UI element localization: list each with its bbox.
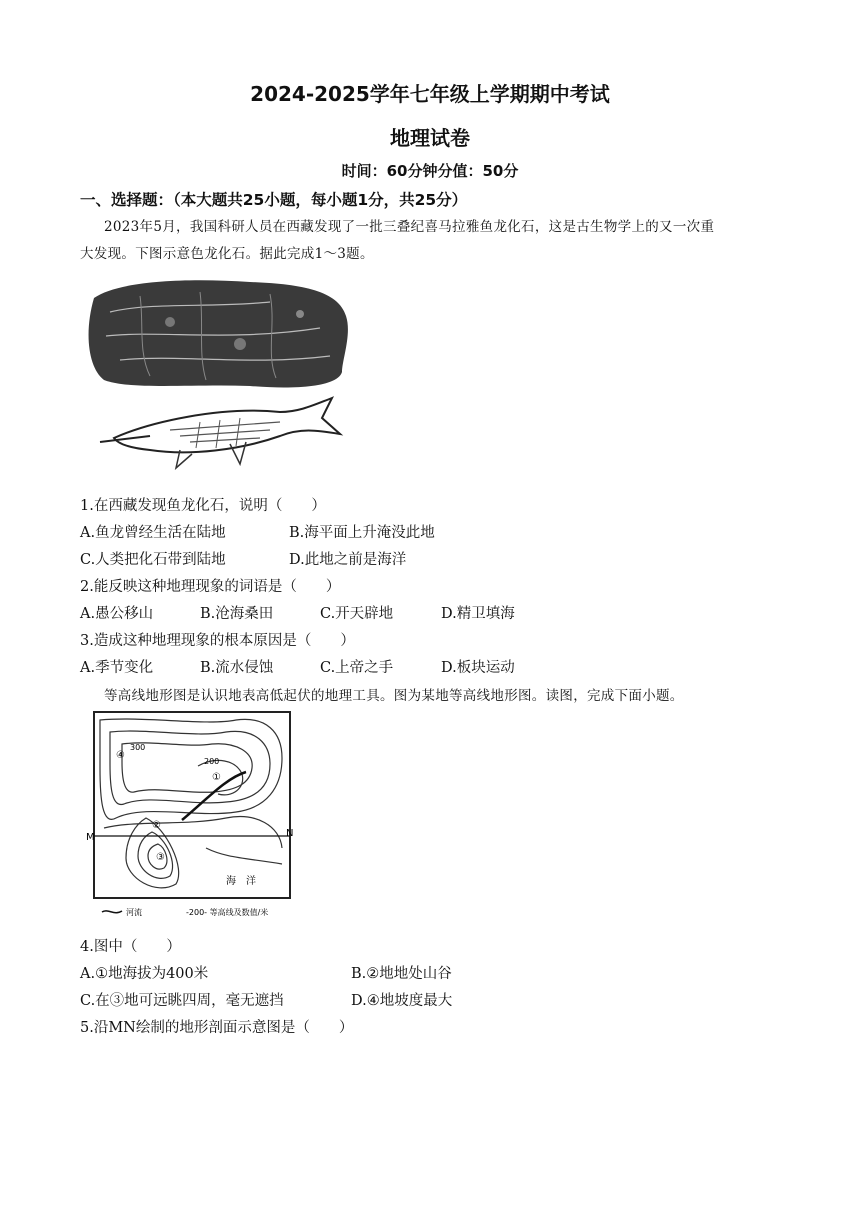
legend-contour: -200- 等高线及数值/米 bbox=[186, 908, 269, 917]
exam-subtitle: 地理试卷 bbox=[390, 126, 470, 150]
q1-option-c: C.人类把化石带到陆地 bbox=[80, 552, 226, 568]
q1-option-d: D.此地之前是海洋 bbox=[289, 552, 407, 568]
intro-line-2: 大发现。下图示意色龙化石。据此完成1～3题。 bbox=[80, 246, 374, 262]
exam-meta: 时间：60分钟分值：50分 bbox=[341, 162, 519, 180]
q3-option-b: B.流水侵蚀 bbox=[200, 660, 274, 676]
intro-line-1: 2023年5月，我国科研人员在西藏发现了一批三叠纪喜马拉雅鱼龙化石，这是古生物学上的又一次重 bbox=[104, 219, 715, 235]
q1-option-b: B.海平面上升淹没此地 bbox=[289, 525, 435, 541]
question-3-stem: 3.造成这种地理现象的根本原因是（ ） bbox=[80, 633, 355, 649]
exam-title: 2024-2025学年七年级上学期期中考试 bbox=[250, 82, 610, 106]
map-label-sea: 海 洋 bbox=[226, 876, 256, 887]
contour-map bbox=[86, 708, 300, 924]
question-1-stem: 1.在西藏发现鱼龙化石，说明（ ） bbox=[80, 498, 326, 514]
q4-option-b: B.②地地处山谷 bbox=[351, 966, 452, 982]
map-marker-3: ③ bbox=[156, 852, 165, 863]
q2-option-b: B.沧海桑田 bbox=[200, 606, 274, 622]
map-marker-2: ② bbox=[152, 820, 161, 831]
question-5-stem: 5.沿MN绘制的地形剖面示意图是（ ） bbox=[80, 1020, 354, 1036]
legend-river: 河流 bbox=[126, 908, 142, 917]
map-contour-300: 300 bbox=[130, 743, 146, 752]
map-marker-4: ④ bbox=[116, 750, 125, 761]
q4-option-a: A.①地海拔为400米 bbox=[80, 966, 209, 982]
q4-option-d: D.④地坡度最大 bbox=[351, 993, 453, 1009]
q4-option-c: C.在③地可远眺四周，毫无遮挡 bbox=[80, 993, 284, 1009]
q3-option-c: C.上帝之手 bbox=[320, 660, 394, 676]
q2-option-c: C.开天辟地 bbox=[320, 606, 394, 622]
q1-option-a: A.鱼龙曾经生活在陆地 bbox=[80, 525, 226, 541]
q2-option-d: D.精卫填海 bbox=[441, 606, 515, 622]
question-4-stem: 4.图中（ ） bbox=[80, 939, 181, 955]
map-label-n: N bbox=[286, 828, 294, 839]
q3-option-a: A.季节变化 bbox=[80, 660, 154, 676]
q2-option-a: A.愚公移山 bbox=[80, 606, 154, 622]
q3-option-d: D.板块运动 bbox=[441, 660, 515, 676]
section-heading: 一、选择题：（本大题共25小题，每小题1分，共25分） bbox=[80, 191, 468, 209]
map-marker-1: ① bbox=[212, 772, 221, 783]
contour-intro: 等高线地形图是认识地表高低起伏的地理工具。图为某地等高线地形图。读图，完成下面小题。 bbox=[104, 688, 684, 704]
map-label-m: M bbox=[86, 832, 95, 843]
fossil-image bbox=[80, 272, 360, 484]
map-contour-200: 200 bbox=[204, 757, 220, 766]
question-2-stem: 2.能反映这种地理现象的词语是（ ） bbox=[80, 579, 341, 595]
